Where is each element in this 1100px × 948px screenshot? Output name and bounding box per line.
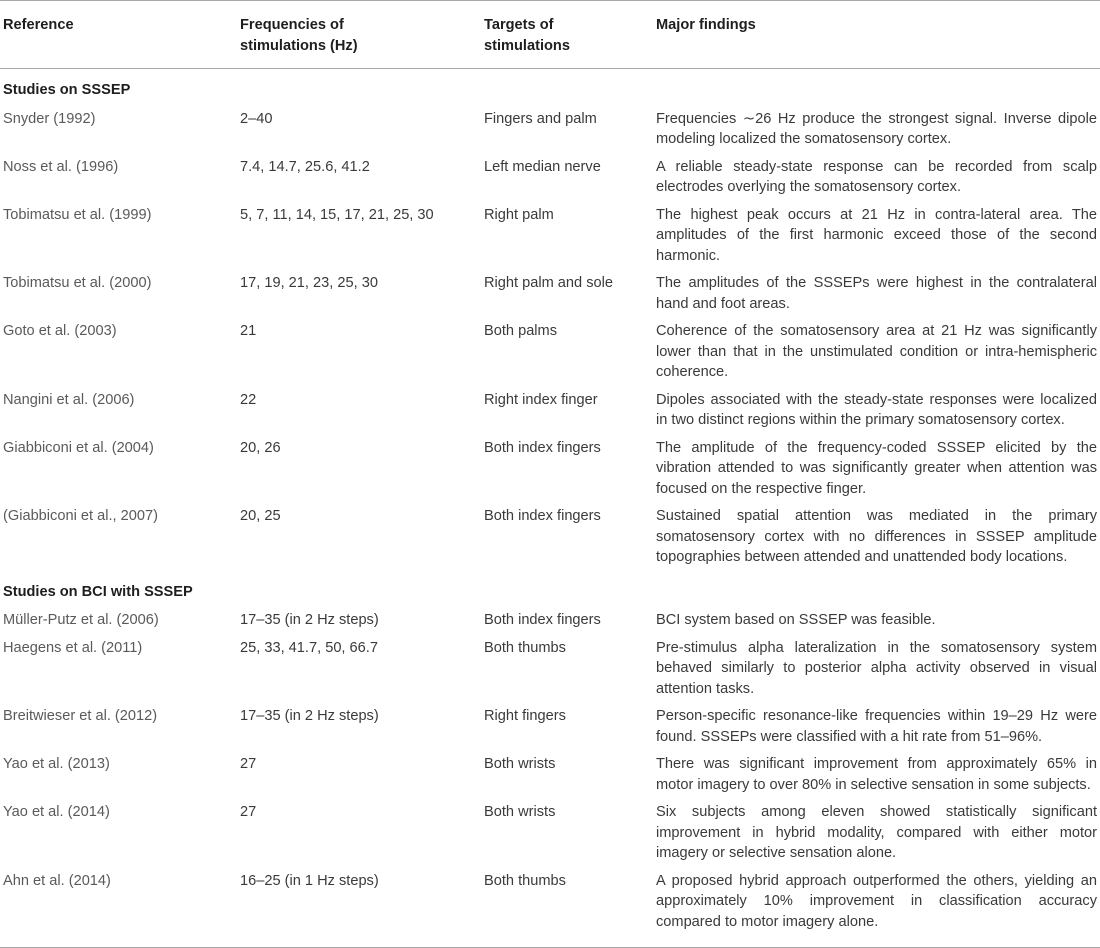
reference-cell: Yao et al. (2014): [3, 804, 110, 820]
section-title: Studies on SSSEP: [3, 82, 131, 98]
frequencies-cell: 17–35 (in 2 Hz steps): [240, 708, 379, 724]
targets-cell: Left median nerve: [484, 158, 601, 175]
table-row: [0, 155, 1100, 203]
table-row: [0, 608, 1100, 636]
findings-cell: Six subjects among eleven showed statistically significant improvement in hybrid modality, compared with either motor imagery or selective sensation alone.: [656, 804, 1097, 861]
targets-cell: Fingers and palm: [484, 110, 597, 127]
targets-cell: Right palm and sole: [484, 275, 613, 291]
frequencies-cell: 17–35 (in 2 Hz steps): [240, 612, 379, 628]
frequencies-cell: 17, 19, 21, 23, 25, 30: [240, 275, 378, 291]
reference-cell: Müller-Putz et al. (2006): [3, 612, 159, 628]
findings-cell: The amplitudes of the SSSEPs were highest in the contralateral hand and foot areas.: [656, 275, 1097, 312]
frequencies-cell: 20, 25: [240, 508, 281, 524]
reference-cell: Nangini et al. (2006): [3, 391, 135, 408]
targets-cell: Both index fingers: [484, 439, 601, 456]
frequencies-cell: 27: [240, 756, 257, 772]
findings-cell: There was significant improvement from approximately 65% in motor imagery to over 80% in selective sensation in some subjects.: [656, 756, 1097, 793]
findings-cell: BCI system based on SSSEP was feasible.: [656, 612, 936, 628]
frequencies-cell: 25, 33, 41.7, 50, 66.7: [240, 639, 378, 656]
reference-cell: Tobimatsu et al. (2000): [3, 275, 152, 291]
targets-cell: Both index fingers: [484, 508, 601, 524]
reference-cell: (Giabbiconi et al., 2007): [3, 508, 158, 524]
reference-cell: Noss et al. (1996): [3, 158, 119, 175]
table-row: [0, 271, 1100, 319]
table-row: [0, 388, 1100, 436]
findings-cell: A proposed hybrid approach outperformed the others, yielding an approximately 10% improvement in classification accuracy compared to motor imagery alone.: [656, 869, 1100, 948]
targets-cell: Right fingers: [484, 708, 566, 724]
reference-cell: Haegens et al. (2011): [3, 639, 143, 656]
targets-cell: Right palm: [484, 206, 554, 223]
targets-cell: Both index fingers: [484, 612, 601, 628]
header-findings: Major findings: [656, 1, 1100, 69]
table-body: [0, 69, 1100, 948]
reference-cell: Yao et al. (2013): [3, 756, 110, 772]
header-targets: Targets of stimulations: [484, 1, 656, 69]
section-header-row: [0, 69, 1100, 107]
targets-cell: Both thumbs: [484, 639, 566, 656]
frequencies-cell: 22: [240, 391, 257, 408]
table-row: [0, 107, 1100, 155]
targets-cell: Right index finger: [484, 391, 598, 408]
reference-cell: Ahn et al. (2014): [0, 869, 240, 948]
targets-cell: Both wrists: [484, 804, 556, 820]
reference-cell: Tobimatsu et al. (1999): [3, 206, 152, 223]
table-row: [0, 504, 1100, 573]
header-row: [0, 1, 1100, 69]
findings-cell: Frequencies ∼26 Hz produce the strongest signal. Inverse dipole modeling localized the somatosensory cortex.: [656, 110, 1097, 147]
frequencies-cell: 16–25 (in 1 Hz steps): [240, 869, 484, 948]
reference-cell: Breitwieser et al. (2012): [3, 708, 158, 724]
section-header-row: [0, 573, 1100, 609]
reference-cell: Snyder (1992): [3, 110, 96, 127]
header-frequencies: Frequencies of stimulations (Hz): [240, 1, 484, 69]
table-row: [0, 869, 1100, 948]
targets-cell: Both wrists: [484, 756, 556, 772]
table-row: [0, 203, 1100, 272]
frequencies-cell: 20, 26: [240, 439, 281, 456]
table-row: [0, 752, 1100, 800]
findings-cell: Dipoles associated with the steady-state responses were localized in two distinct regions within the primary somatosensory cortex.: [656, 391, 1097, 428]
reference-cell: Giabbiconi et al. (2004): [3, 439, 154, 456]
table-row: [0, 319, 1100, 388]
header-reference: Reference: [0, 1, 240, 69]
findings-cell: A reliable steady-state response can be recorded from scalp electrodes overlying the somatosensory cortex.: [656, 158, 1097, 195]
findings-cell: Person-specific resonance-like frequencies within 19–29 Hz were found. SSSEPs were classified with a hit rate from 51–96%.: [656, 708, 1097, 745]
findings-cell: The highest peak occurs at 21 Hz in contra-lateral area. The amplitudes of the first harmonic exceed those of the second harmonic.: [656, 206, 1097, 264]
table-row: [0, 704, 1100, 752]
table-row: [0, 636, 1100, 705]
frequencies-cell: 27: [240, 804, 257, 820]
findings-cell: Coherence of the somatosensory area at 21 Hz was significantly lower than that in the unstimulated condition or intra-hemispheric coherence.: [656, 323, 1097, 380]
targets-cell: Both thumbs: [484, 869, 656, 948]
findings-cell: The amplitude of the frequency-coded SSSEP elicited by the vibration attended to was significantly greater when attention was focused on the respective finger.: [656, 439, 1097, 497]
findings-cell: Sustained spatial attention was mediated in the primary somatosensory cortex with no differences in SSSEP amplitude topographies between attended and unattended body locations.: [656, 508, 1097, 565]
reference-cell: Goto et al. (2003): [3, 323, 117, 339]
frequencies-cell: 21: [240, 323, 257, 339]
frequencies-cell: 7.4, 14.7, 25.6, 41.2: [240, 158, 370, 175]
findings-cell: Pre-stimulus alpha lateralization in the somatosensory system behaved similarly to posterior alpha activity observed in visual attention tasks.: [656, 639, 1097, 697]
section-title: Studies on BCI with SSSEP: [3, 583, 193, 600]
table-row: [0, 436, 1100, 505]
table-row: [0, 800, 1100, 869]
frequencies-cell: 2–40: [240, 110, 273, 127]
targets-cell: Both palms: [484, 323, 558, 339]
frequencies-cell: 5, 7, 11, 14, 15, 17, 21, 25, 30: [240, 206, 434, 223]
